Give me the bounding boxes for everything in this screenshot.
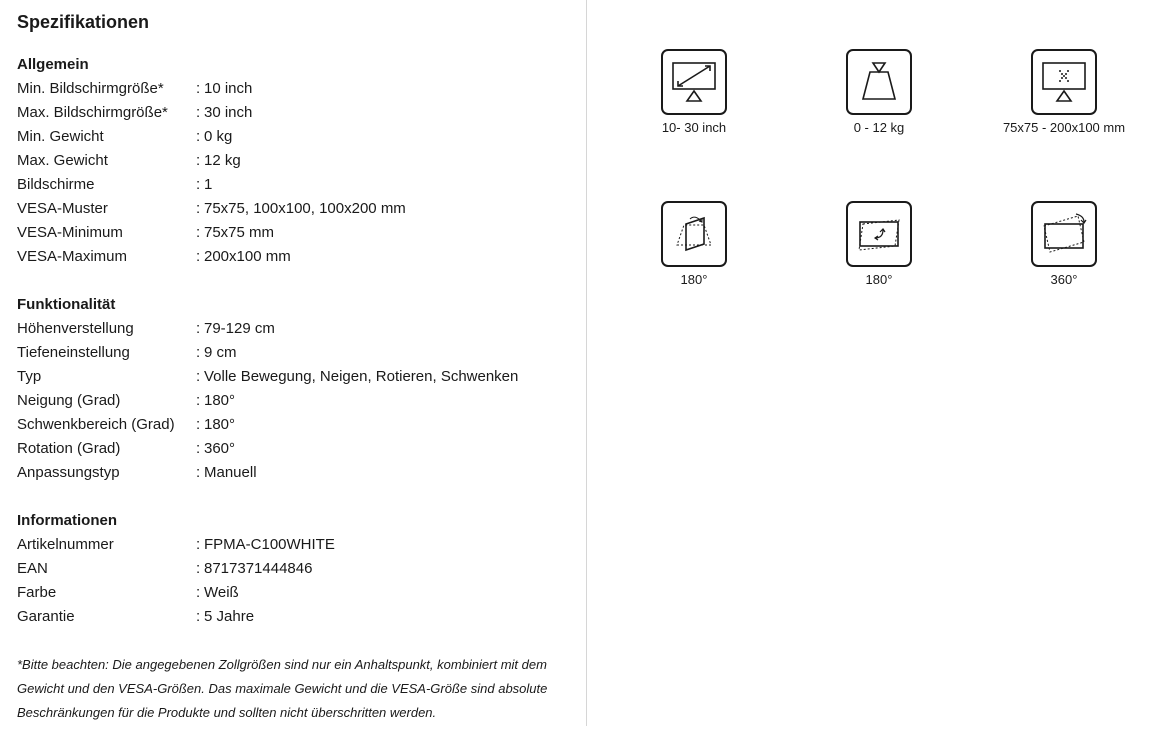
spec-row (17, 125, 577, 149)
spec-separator: : (196, 320, 201, 337)
spec-separator: : (196, 224, 201, 241)
spec-value: 79-129 cm (204, 320, 275, 337)
spec-value: 360° (204, 440, 236, 457)
spec-separator: : (196, 200, 201, 217)
spec-key: Rotation (Grad) (17, 440, 121, 457)
spec-row (17, 197, 577, 221)
spec-key: Schwenkbereich (Grad) (17, 416, 175, 433)
spec-row (17, 149, 577, 173)
spec-separator: : (196, 176, 201, 193)
spec-row (17, 437, 577, 461)
spec-value: 75x75, 100x100, 100x200 mm (204, 200, 406, 217)
spec-key: VESA-Minimum (17, 224, 123, 241)
spec-value: 1 (204, 176, 213, 193)
spec-key: Höhenverstellung (17, 320, 134, 337)
spec-value: 180° (204, 416, 236, 433)
spec-row (17, 245, 577, 269)
spec-row (17, 341, 577, 365)
spec-separator: : (196, 416, 201, 433)
swivel-icon (846, 201, 912, 267)
spec-row (17, 389, 577, 413)
section-heading: Informationen (17, 512, 117, 529)
weight-icon (846, 49, 912, 115)
spec-key: Anpassungstyp (17, 464, 120, 481)
spec-value: 0 kg (204, 128, 233, 145)
spec-separator: : (196, 560, 201, 577)
spec-separator: : (196, 128, 201, 145)
spec-key: Min. Bildschirmgröße* (17, 80, 164, 97)
spec-value: 10 inch (204, 80, 253, 97)
spec-row (17, 461, 577, 485)
section-informationen (17, 509, 577, 629)
spec-separator: : (196, 608, 201, 625)
spec-key: Min. Gewicht (17, 128, 104, 145)
feature-caption: 180° (865, 272, 893, 287)
spec-key: VESA-Maximum (17, 248, 128, 265)
spec-value: 8717371444846 (204, 560, 313, 577)
spec-row (17, 413, 577, 437)
spec-key: EAN (17, 560, 48, 577)
spec-value: 12 kg (204, 152, 241, 169)
spec-value: 30 inch (204, 104, 253, 121)
spec-row (17, 221, 577, 245)
spec-key: Artikelnummer (17, 536, 114, 553)
spec-separator: : (196, 80, 201, 97)
feature-swivel (809, 201, 949, 288)
spec-key: VESA-Muster (17, 200, 108, 217)
spec-separator: : (196, 152, 201, 169)
feature-rotation (994, 201, 1134, 288)
feature-screen-size (624, 49, 764, 136)
feature-vesa (994, 49, 1134, 136)
spec-separator: : (196, 536, 201, 553)
section-heading: Allgemein (17, 56, 89, 73)
spec-key: Farbe (17, 584, 57, 601)
spec-key: Neigung (Grad) (17, 392, 121, 409)
section-heading: Funktionalität (17, 296, 116, 313)
feature-tilt (624, 201, 764, 288)
feature-caption: 180° (680, 272, 708, 287)
spec-value: 5 Jahre (204, 608, 255, 625)
spec-row (17, 605, 577, 629)
section-funktionalitaet (17, 293, 577, 485)
spec-key: Bildschirme (17, 176, 95, 193)
page-title: Spezifikationen (17, 12, 150, 32)
spec-row (17, 557, 577, 581)
spec-separator: : (196, 368, 201, 385)
section-allgemein (17, 53, 577, 269)
spec-value: Manuell (204, 464, 257, 481)
spec-key: Tiefeneinstellung (17, 344, 130, 361)
feature-caption: 360° (1050, 272, 1078, 287)
spec-value: 9 cm (204, 344, 237, 361)
feature-caption: 75x75 - 200x100 mm (1002, 120, 1126, 135)
spec-value: 200x100 mm (204, 248, 291, 265)
spec-row (17, 173, 577, 197)
spec-value: Weiß (204, 584, 239, 601)
spec-separator: : (196, 440, 201, 457)
spec-row (17, 101, 577, 125)
spec-key: Garantie (17, 608, 75, 625)
spec-separator: : (196, 344, 201, 361)
tilt-icon (661, 201, 727, 267)
screen-size-icon (661, 49, 727, 115)
feature-caption: 10- 30 inch (661, 120, 727, 135)
spec-row (17, 317, 577, 341)
spec-separator: : (196, 464, 201, 481)
spec-value: 75x75 mm (204, 224, 275, 241)
feature-weight (809, 49, 949, 136)
spec-key: Typ (17, 368, 42, 385)
spec-value: 180° (204, 392, 236, 409)
spec-value: Volle Bewegung, Neigen, Rotieren, Schwenken (204, 368, 519, 385)
spec-row (17, 533, 577, 557)
feature-caption: 0 - 12 kg (853, 120, 905, 135)
spec-row (17, 77, 577, 101)
spec-value: FPMA-C100WHITE (204, 536, 335, 553)
spec-row (17, 581, 577, 605)
spec-separator: : (196, 584, 201, 601)
vesa-icon (1031, 49, 1097, 115)
spec-key: Max. Gewicht (17, 152, 108, 169)
spec-key: Max. Bildschirmgröße* (17, 104, 168, 121)
spec-separator: : (196, 392, 201, 409)
spec-separator: : (196, 248, 201, 265)
column-divider (586, 0, 587, 726)
rotation-icon (1031, 201, 1097, 267)
spec-separator: : (196, 104, 201, 121)
disclaimer-note: *Bitte beachten: Die angegebenen Zollgrößen sind nur ein Anhaltspunkt, kombiniert mit dem Gewicht und den VESA-Größen. Das maximale Gewicht und die VESA-Größe sind absolute Beschränkungen für die Produkte und sollten nicht überschritten werden. (17, 657, 548, 720)
spec-row (17, 365, 577, 389)
